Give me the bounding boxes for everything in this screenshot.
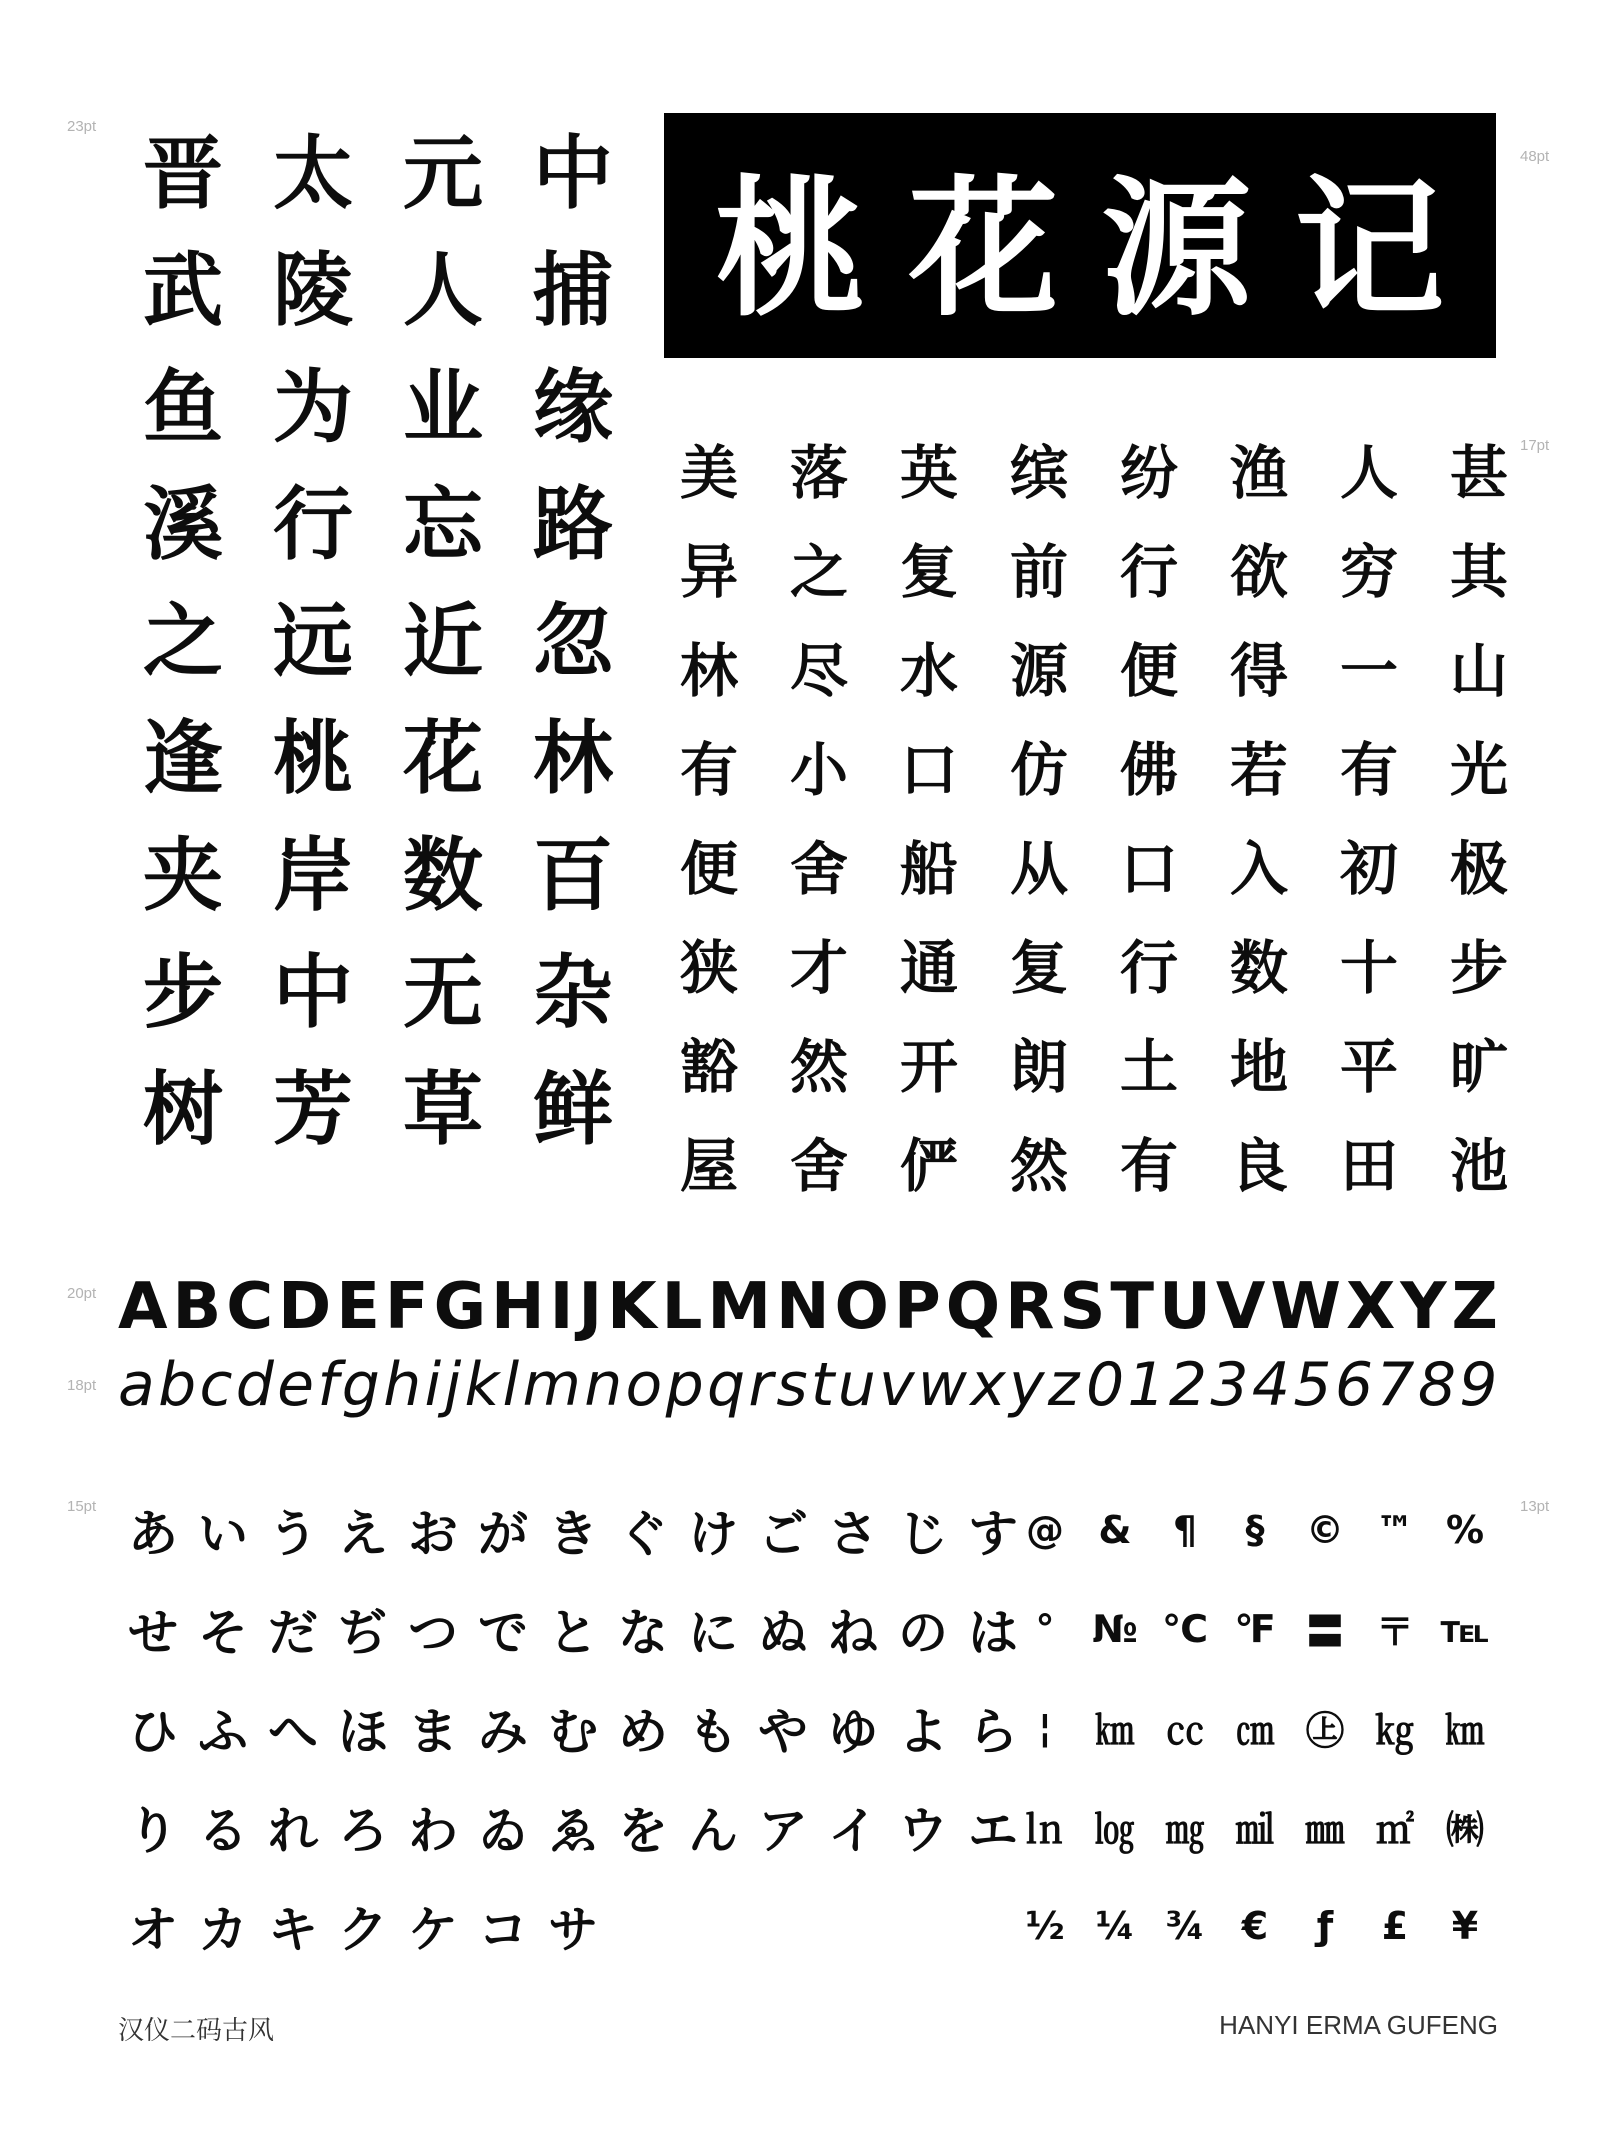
kana-glyph: け [688,1504,738,1563]
glyph-cell: 船 [899,834,958,903]
symbol-glyph: £ [1381,1903,1409,1948]
symbol-grid [1010,1480,1500,1975]
glyph-cell: 缤 [1009,438,1068,507]
glyph-cell: 纷 [1119,438,1178,507]
uppercase-glyph: E [336,1270,380,1344]
glyph-cell: 欲 [1229,537,1288,606]
kana-glyph: サ [548,1900,598,1959]
lowercase-glyph: k [464,1350,500,1420]
symbol-glyph: ¾ [1165,1903,1205,1948]
lowercase-glyph: t [810,1350,835,1420]
glyph-cell: 数 [1229,933,1288,1002]
uppercase-glyph: T [1110,1270,1155,1344]
lowercase-glyph: 1 [1127,1350,1166,1420]
uppercase-glyph: R [1005,1270,1055,1344]
uppercase-glyph: C [226,1270,274,1344]
kana-glyph: せ [128,1603,178,1662]
lowercase-glyph: b [158,1350,197,1420]
kana-glyph: ゆ [828,1702,878,1761]
symbol-glyph: ㈱ [1445,1808,1484,1852]
kana-glyph: ぬ [758,1603,808,1662]
glyph-cell: 便 [1119,636,1178,705]
symbol-glyph: ℡ [1440,1606,1490,1651]
uppercase-glyph: F [384,1270,429,1344]
kana-glyph: ん [688,1801,738,1860]
glyph-cell: 业 [403,361,483,454]
size-label-title: 48pt [1520,148,1550,165]
kana-glyph: エ [968,1801,1018,1860]
symbol-glyph: ㊤ [1305,1709,1344,1753]
glyph-cell: 缘 [533,361,613,454]
symbol-glyph: ㏕ [1235,1808,1274,1852]
kana-glyph: へ [268,1702,318,1761]
uppercase-glyph: I [549,1270,574,1344]
glyph-cell: 便 [679,834,738,903]
kana-glyph: ぢ [338,1603,388,1662]
glyph-cell: 入 [1229,834,1288,903]
lowercase-glyph: 3 [1210,1350,1249,1420]
glyph-cell: 溪 [143,478,223,571]
glyph-cell: 有 [679,735,738,804]
glyph-cell: 鱼 [143,361,223,454]
glyph-cell: 然 [789,1032,848,1101]
right-character-grid [654,418,1534,1210]
lowercase-and-digits-row [118,1350,1498,1420]
kana-glyph: ね [828,1603,878,1662]
kana-glyph: ウ [898,1801,948,1860]
glyph-cell: 忽 [533,595,613,688]
glyph-cell: 源 [1009,636,1068,705]
kana-glyph: に [688,1603,738,1662]
footer-font-name-english: HANYI ERMA GUFENG [1219,2010,1498,2040]
glyph-cell: 甚 [1449,438,1508,507]
symbol-glyph: ㏑ [1025,1808,1064,1852]
glyph-cell: 逢 [143,712,223,805]
symbol-glyph: ℃ [1161,1606,1208,1651]
glyph-cell: 路 [533,478,613,571]
kana-glyph: オ [128,1900,178,1959]
kana-glyph: す [968,1504,1018,1563]
glyph-cell: 捕 [533,244,613,337]
title-banner [664,113,1496,358]
glyph-cell: 近 [403,595,483,688]
symbol-glyph: ¶ [1172,1507,1198,1552]
glyph-cell: 开 [899,1032,958,1101]
glyph-cell: 数 [403,829,483,922]
glyph-cell: 鲜 [533,1063,613,1156]
kana-glyph: ま [408,1702,458,1761]
kana-grid [118,1480,1028,1975]
lowercase-glyph: p [665,1350,704,1420]
uppercase-glyph: U [1159,1270,1211,1344]
glyph-cell: 中 [533,127,613,220]
lowercase-glyph: 8 [1417,1350,1456,1420]
glyph-cell: 豁 [679,1032,738,1101]
kana-glyph: め [618,1702,668,1761]
lowercase-glyph: x [970,1350,1006,1420]
uppercase-glyph: D [278,1270,332,1344]
glyph-cell: 美 [679,438,738,507]
lowercase-glyph: s [776,1350,808,1420]
lowercase-glyph: o [625,1350,663,1420]
kana-glyph: ひ [128,1702,178,1761]
glyph-cell: 舍 [789,834,848,903]
uppercase-glyph: O [834,1270,889,1344]
kana-glyph: と [548,1603,598,1662]
glyph-cell: 朗 [1009,1032,1068,1101]
kana-glyph: な [618,1603,668,1662]
lowercase-glyph: g [341,1350,380,1420]
glyph-cell: 小 [789,735,848,804]
glyph-cell: 仿 [1009,735,1068,804]
size-label-symbols: 13pt [1520,1498,1550,1515]
glyph-cell: 一 [1339,636,1398,705]
glyph-cell: 树 [143,1063,223,1156]
symbol-glyph: ㎜ [1305,1808,1344,1852]
lowercase-glyph: 4 [1251,1350,1291,1420]
lowercase-glyph: 7 [1376,1350,1415,1420]
glyph-cell: 才 [789,933,848,1002]
symbol-glyph: ¼ [1095,1903,1135,1948]
lowercase-glyph: l [502,1350,520,1420]
symbol-glyph: ㎏ [1375,1709,1414,1753]
glyph-cell: 之 [143,595,223,688]
kana-glyph: れ [268,1801,318,1860]
kana-glyph: い [198,1504,248,1563]
glyph-cell: 田 [1339,1131,1398,1200]
glyph-cell: 桃 [273,712,353,805]
glyph-cell: 人 [1339,438,1398,507]
size-label-uppercase: 20pt [67,1285,97,1302]
size-label-right-grid: 17pt [1520,437,1550,454]
uppercase-glyph: B [172,1270,222,1344]
glyph-cell: 从 [1009,834,1068,903]
uppercase-glyph: N [776,1270,830,1344]
glyph-cell: 晋 [143,127,223,220]
glyph-cell: 平 [1339,1032,1398,1101]
glyph-cell: 其 [1449,537,1508,606]
lowercase-glyph: v [879,1350,915,1420]
lowercase-glyph: w [917,1350,967,1420]
glyph-cell: 步 [1449,933,1508,1002]
kana-glyph: キ [268,1900,318,1959]
symbol-glyph: ℉ [1234,1606,1276,1651]
glyph-cell: 佛 [1119,735,1178,804]
glyph-cell: 岸 [273,829,353,922]
kana-glyph: や [758,1702,808,1761]
glyph-cell: 舍 [789,1131,848,1200]
glyph-cell: 芳 [273,1063,353,1156]
kana-glyph: さ [828,1504,878,1563]
lowercase-glyph: r [748,1350,774,1420]
size-label-kana: 15pt [67,1498,97,1515]
glyph-cell: 步 [143,946,223,1039]
uppercase-glyph: V [1215,1270,1266,1344]
glyph-cell: 异 [679,537,738,606]
glyph-cell: 英 [899,438,958,507]
glyph-cell: 复 [899,537,958,606]
glyph-cell: 地 [1229,1032,1288,1101]
left-character-grid [118,108,638,1161]
glyph-cell: 水 [899,636,958,705]
glyph-cell: 为 [273,361,353,454]
kana-glyph: だ [268,1603,318,1662]
kana-glyph: お [408,1504,458,1563]
glyph-cell: 杂 [533,946,613,1039]
uppercase-glyph: H [491,1270,545,1344]
glyph-cell: 有 [1119,1131,1178,1200]
glyph-cell: 尽 [789,636,848,705]
uppercase-glyph: A [118,1270,168,1344]
kana-glyph: え [338,1504,388,1563]
glyph-cell: 得 [1229,636,1288,705]
uppercase-glyph: W [1270,1270,1341,1344]
glyph-cell: 旷 [1449,1032,1508,1101]
symbol-glyph: 〒 [1375,1610,1414,1654]
uppercase-alphabet-row [118,1270,1498,1344]
glyph-cell: 陵 [273,244,353,337]
glyph-cell: 通 [899,933,958,1002]
lowercase-glyph: d [235,1350,274,1420]
glyph-cell: 口 [1119,834,1178,903]
symbol-glyph: @ [1026,1507,1064,1552]
lowercase-glyph: y [1009,1350,1045,1420]
glyph-cell: 林 [533,712,613,805]
kana-glyph: き [548,1504,598,1563]
lowercase-glyph: m [522,1350,581,1420]
kana-glyph: ふ [198,1702,248,1761]
size-label-lowercase: 18pt [67,1377,97,1394]
lowercase-glyph: 9 [1459,1350,1498,1420]
kana-glyph: ケ [408,1900,458,1959]
kana-glyph: じ [898,1504,948,1563]
kana-glyph: あ [128,1504,178,1563]
symbol-glyph: ½ [1025,1903,1065,1948]
glyph-cell: 穷 [1339,537,1398,606]
lowercase-glyph: q [706,1350,746,1420]
uppercase-glyph: P [893,1270,941,1344]
title-glyph: 源 [1101,160,1252,337]
title-glyph: 花 [908,160,1059,337]
glyph-cell: 光 [1449,735,1508,804]
glyph-cell: 然 [1009,1131,1068,1200]
symbol-glyph: ㏒ [1095,1808,1134,1852]
glyph-cell: 草 [403,1063,483,1156]
glyph-cell: 有 [1339,735,1398,804]
symbol-glyph: % [1445,1507,1485,1552]
symbol-glyph: ㎎ [1165,1808,1204,1852]
glyph-cell: 土 [1119,1032,1178,1101]
glyph-cell: 夹 [143,829,223,922]
glyph-cell: 渔 [1229,438,1288,507]
uppercase-glyph: Z [1451,1270,1498,1344]
kana-glyph: ぐ [618,1504,668,1563]
glyph-cell: 行 [1119,933,1178,1002]
glyph-cell: 俨 [899,1131,958,1200]
symbol-glyph: ƒ [1316,1903,1334,1948]
uppercase-glyph: Q [945,1270,1001,1344]
glyph-cell: 屋 [679,1131,738,1200]
glyph-cell: 花 [403,712,483,805]
kana-glyph: よ [898,1702,948,1761]
lowercase-glyph: f [317,1350,339,1420]
kana-glyph: ゐ [478,1801,528,1860]
symbol-glyph: © [1306,1507,1344,1552]
lowercase-glyph: 0 [1085,1350,1125,1420]
glyph-cell: 极 [1449,834,1508,903]
symbol-glyph: ° [1035,1606,1055,1651]
uppercase-glyph: X [1345,1270,1396,1344]
glyph-cell: 十 [1339,933,1398,1002]
glyph-cell: 池 [1449,1131,1508,1200]
symbol-glyph: ㎝ [1235,1709,1274,1753]
kana-glyph: も [688,1702,738,1761]
kana-glyph: の [898,1603,948,1662]
glyph-cell: 元 [403,127,483,220]
glyph-cell: 良 [1229,1131,1288,1200]
symbol-glyph: ㎞ [1095,1709,1134,1753]
glyph-cell: 山 [1449,636,1508,705]
kana-glyph: ら [968,1702,1018,1761]
glyph-cell: 忘 [403,478,483,571]
lowercase-glyph: j [444,1350,462,1420]
kana-glyph: カ [198,1900,248,1959]
glyph-cell: 行 [273,478,353,571]
kana-glyph: が [478,1504,528,1563]
kana-glyph: ク [338,1900,388,1959]
kana-glyph: そ [198,1603,248,1662]
glyph-cell: 武 [143,244,223,337]
lowercase-glyph: i [424,1350,442,1420]
glyph-cell: 行 [1119,537,1178,606]
uppercase-glyph: L [661,1270,703,1344]
kana-glyph: は [968,1603,1018,1662]
lowercase-glyph: u [837,1350,876,1420]
glyph-cell: 落 [789,438,848,507]
lowercase-glyph: 2 [1168,1350,1208,1420]
lowercase-glyph: a [118,1350,155,1420]
glyph-cell: 复 [1009,933,1068,1002]
glyph-cell: 林 [679,636,738,705]
glyph-cell: 人 [403,244,483,337]
symbol-glyph: ㎞ [1445,1709,1484,1753]
kana-glyph: つ [408,1603,458,1662]
kana-glyph: り [128,1801,178,1860]
lowercase-glyph: c [199,1350,233,1420]
uppercase-glyph: Y [1400,1270,1447,1344]
symbol-glyph: § [1245,1507,1265,1552]
kana-glyph: ご [758,1504,808,1563]
glyph-cell: 中 [273,946,353,1039]
title-glyph: 桃 [715,160,866,337]
symbol-glyph: ㏄ [1165,1709,1204,1753]
kana-glyph: う [268,1504,318,1563]
lowercase-glyph: n [584,1350,623,1420]
kana-glyph: ほ [338,1702,388,1761]
glyph-cell: 百 [533,829,613,922]
glyph-cell: 前 [1009,537,1068,606]
uppercase-glyph: K [607,1270,657,1344]
uppercase-glyph: M [707,1270,772,1344]
symbol-glyph: ¥ [1451,1903,1479,1948]
uppercase-glyph: G [433,1270,487,1344]
uppercase-glyph: J [578,1270,603,1344]
lowercase-glyph: z [1047,1350,1080,1420]
lowercase-glyph: 6 [1334,1350,1374,1420]
kana-glyph: む [548,1702,598,1761]
glyph-cell: 之 [789,537,848,606]
kana-glyph: で [478,1603,528,1662]
glyph-cell: 初 [1339,834,1398,903]
glyph-cell: 口 [899,735,958,804]
kana-glyph: ア [758,1801,808,1860]
lowercase-glyph: e [277,1350,315,1420]
glyph-cell: 狭 [679,933,738,1002]
lowercase-glyph: h [383,1350,422,1420]
uppercase-glyph: S [1059,1270,1106,1344]
symbol-glyph: & [1098,1507,1132,1552]
kana-glyph: ゑ [548,1801,598,1860]
symbol-glyph: № [1092,1606,1138,1651]
glyph-cell: 若 [1229,735,1288,804]
kana-glyph: み [478,1702,528,1761]
kana-glyph: イ [828,1801,878,1860]
title-glyph: 记 [1294,160,1445,337]
glyph-cell: 无 [403,946,483,1039]
kana-glyph: ろ [338,1801,388,1860]
symbol-glyph: ㎡ [1375,1808,1414,1852]
symbol-glyph: ¦ [1038,1705,1052,1750]
symbol-glyph: ™ [1376,1507,1414,1552]
kana-glyph: コ [478,1900,528,1959]
glyph-cell: 太 [273,127,353,220]
size-label-left-grid: 23pt [67,118,97,135]
footer-font-name-chinese: 汉仪二码古风 [118,2015,275,2045]
glyph-cell: 远 [273,595,353,688]
lowercase-glyph: 5 [1293,1350,1332,1420]
symbol-glyph: € [1241,1903,1269,1948]
kana-glyph: る [198,1801,248,1860]
kana-glyph: わ [408,1801,458,1860]
kana-glyph: を [618,1801,668,1860]
symbol-glyph: 〓 [1305,1610,1344,1654]
